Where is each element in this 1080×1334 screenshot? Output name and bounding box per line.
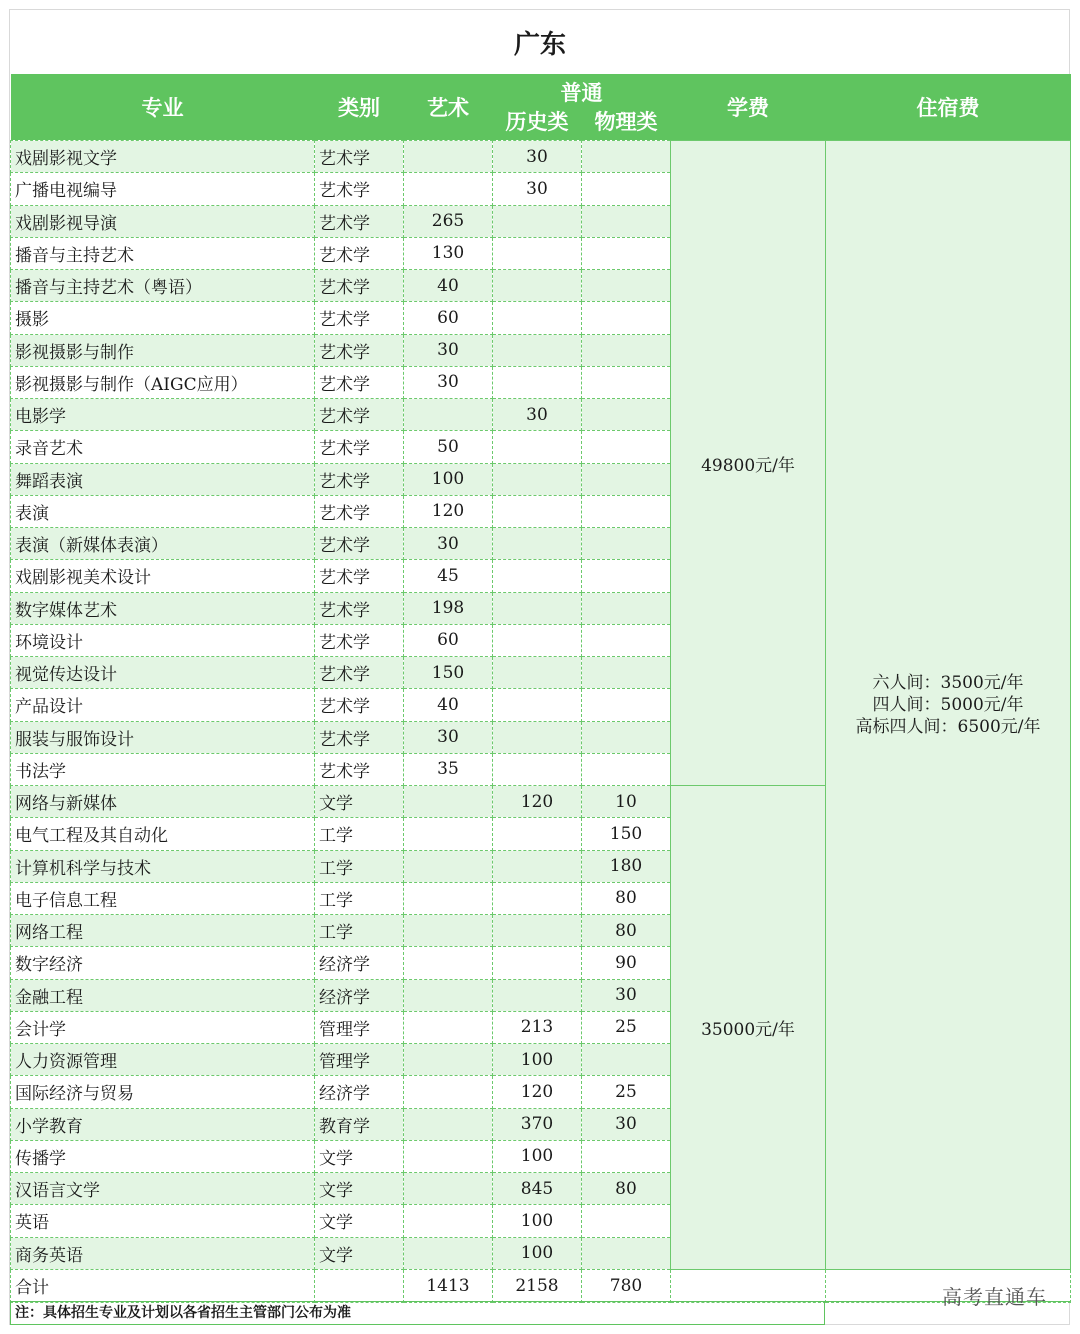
total-category bbox=[315, 1269, 404, 1302]
dorm-fee bbox=[826, 141, 1071, 1270]
row-physics bbox=[582, 753, 671, 785]
row-category: 工学 bbox=[315, 882, 404, 914]
row-major: 电气工程及其自动化 bbox=[11, 818, 315, 850]
row-major: 服装与服饰设计 bbox=[11, 721, 315, 753]
row-major: 汉语言文学 bbox=[11, 1173, 315, 1205]
row-physics bbox=[582, 528, 671, 560]
row-physics bbox=[582, 173, 671, 205]
row-history: 100 bbox=[493, 1237, 582, 1269]
row-history bbox=[493, 334, 582, 366]
row-physics: 30 bbox=[582, 1108, 671, 1140]
row-physics bbox=[582, 624, 671, 656]
row-category: 文学 bbox=[315, 1173, 404, 1205]
row-history bbox=[493, 237, 582, 269]
header-category: 类别 bbox=[315, 74, 404, 141]
row-category: 艺术学 bbox=[315, 399, 404, 431]
row-category: 艺术学 bbox=[315, 431, 404, 463]
row-physics: 80 bbox=[582, 1173, 671, 1205]
row-category: 工学 bbox=[315, 915, 404, 947]
row-history: 845 bbox=[493, 1173, 582, 1205]
row-art: 30 bbox=[404, 366, 493, 398]
row-art: 50 bbox=[404, 431, 493, 463]
row-category: 艺术学 bbox=[315, 657, 404, 689]
row-major: 播音与主持艺术 bbox=[11, 237, 315, 269]
row-art: 60 bbox=[404, 302, 493, 334]
row-history bbox=[493, 431, 582, 463]
row-art bbox=[404, 1237, 493, 1269]
row-art bbox=[404, 786, 493, 818]
row-major: 人力资源管理 bbox=[11, 1044, 315, 1076]
row-major: 小学教育 bbox=[11, 1108, 315, 1140]
row-major: 播音与主持艺术（粤语） bbox=[11, 270, 315, 302]
row-major: 戏剧影视美术设计 bbox=[11, 560, 315, 592]
row-major: 表演 bbox=[11, 495, 315, 527]
row-physics: 10 bbox=[582, 786, 671, 818]
row-history bbox=[493, 818, 582, 850]
row-art bbox=[404, 1173, 493, 1205]
row-physics bbox=[582, 1140, 671, 1172]
row-physics bbox=[582, 270, 671, 302]
total-label: 合计 bbox=[11, 1269, 315, 1302]
header-art: 艺术 bbox=[404, 74, 493, 141]
row-major: 电影学 bbox=[11, 399, 315, 431]
row-category: 管理学 bbox=[315, 1011, 404, 1043]
row-major: 商务英语 bbox=[11, 1237, 315, 1269]
row-history bbox=[493, 947, 582, 979]
row-art bbox=[404, 882, 493, 914]
row-physics bbox=[582, 205, 671, 237]
row-category: 艺术学 bbox=[315, 141, 404, 173]
row-history bbox=[493, 495, 582, 527]
row-history bbox=[493, 657, 582, 689]
row-physics bbox=[582, 334, 671, 366]
row-history bbox=[493, 205, 582, 237]
row-history: 100 bbox=[493, 1044, 582, 1076]
row-major: 表演（新媒体表演） bbox=[11, 528, 315, 560]
row-art: 198 bbox=[404, 592, 493, 624]
row-art bbox=[404, 173, 493, 205]
row-category: 工学 bbox=[315, 818, 404, 850]
row-category: 艺术学 bbox=[315, 495, 404, 527]
row-physics bbox=[582, 560, 671, 592]
row-art bbox=[404, 399, 493, 431]
row-art: 45 bbox=[404, 560, 493, 592]
row-physics bbox=[582, 463, 671, 495]
row-history bbox=[493, 270, 582, 302]
row-category: 管理学 bbox=[315, 1044, 404, 1076]
row-history bbox=[493, 753, 582, 785]
row-category: 艺术学 bbox=[315, 366, 404, 398]
row-physics bbox=[582, 689, 671, 721]
row-major: 摄影 bbox=[11, 302, 315, 334]
row-physics: 90 bbox=[582, 947, 671, 979]
row-art bbox=[404, 1011, 493, 1043]
row-category: 经济学 bbox=[315, 979, 404, 1011]
row-major: 数字经济 bbox=[11, 947, 315, 979]
row-history: 213 bbox=[493, 1011, 582, 1043]
row-major: 英语 bbox=[11, 1205, 315, 1237]
row-major: 数字媒体艺术 bbox=[11, 592, 315, 624]
row-art bbox=[404, 1140, 493, 1172]
tuition-art: 49800元/年 bbox=[671, 141, 826, 786]
header-general-group bbox=[493, 74, 671, 141]
admission-table bbox=[10, 74, 1071, 1303]
row-category: 艺术学 bbox=[315, 560, 404, 592]
row-history bbox=[493, 624, 582, 656]
row-category: 艺术学 bbox=[315, 528, 404, 560]
row-art: 100 bbox=[404, 463, 493, 495]
row-art bbox=[404, 1076, 493, 1108]
row-category: 文学 bbox=[315, 786, 404, 818]
row-category: 艺术学 bbox=[315, 270, 404, 302]
row-major: 环境设计 bbox=[11, 624, 315, 656]
row-physics bbox=[582, 302, 671, 334]
row-physics bbox=[582, 237, 671, 269]
row-physics: 80 bbox=[582, 882, 671, 914]
row-history: 370 bbox=[493, 1108, 582, 1140]
row-art: 150 bbox=[404, 657, 493, 689]
row-major: 会计学 bbox=[11, 1011, 315, 1043]
row-category: 艺术学 bbox=[315, 334, 404, 366]
dorm-fee-line: 高标四人间：6500元/年 bbox=[855, 716, 1041, 737]
row-major: 影视摄影与制作 bbox=[11, 334, 315, 366]
row-history bbox=[493, 560, 582, 592]
row-major: 影视摄影与制作（AIGC应用） bbox=[11, 366, 315, 398]
row-history bbox=[493, 592, 582, 624]
row-art bbox=[404, 1044, 493, 1076]
row-major: 计算机科学与技术 bbox=[11, 850, 315, 882]
row-history bbox=[493, 721, 582, 753]
row-physics bbox=[582, 657, 671, 689]
row-category: 艺术学 bbox=[315, 624, 404, 656]
row-physics bbox=[582, 592, 671, 624]
row-category: 艺术学 bbox=[315, 302, 404, 334]
row-major: 录音艺术 bbox=[11, 431, 315, 463]
row-art bbox=[404, 1108, 493, 1140]
row-major: 书法学 bbox=[11, 753, 315, 785]
header-physics: 物理类 bbox=[594, 110, 658, 134]
row-major: 国际经济与贸易 bbox=[11, 1076, 315, 1108]
total-tuition bbox=[671, 1269, 826, 1302]
row-art: 40 bbox=[404, 270, 493, 302]
row-history bbox=[493, 366, 582, 398]
row-history bbox=[493, 850, 582, 882]
row-major: 广播电视编导 bbox=[11, 173, 315, 205]
header-general: 普通 bbox=[560, 81, 603, 105]
row-category: 艺术学 bbox=[315, 753, 404, 785]
row-history bbox=[493, 915, 582, 947]
row-history bbox=[493, 979, 582, 1011]
row-history bbox=[493, 528, 582, 560]
row-history: 30 bbox=[493, 399, 582, 431]
row-history: 120 bbox=[493, 1076, 582, 1108]
row-category: 艺术学 bbox=[315, 592, 404, 624]
dorm-fee-line: 四人间：5000元/年 bbox=[872, 694, 1024, 715]
row-history: 100 bbox=[493, 1140, 582, 1172]
row-category: 工学 bbox=[315, 850, 404, 882]
row-physics: 25 bbox=[582, 1076, 671, 1108]
row-physics bbox=[582, 366, 671, 398]
row-major: 视觉传达设计 bbox=[11, 657, 315, 689]
row-art: 130 bbox=[404, 237, 493, 269]
dorm-fee-line: 六人间：3500元/年 bbox=[872, 672, 1024, 693]
row-physics: 30 bbox=[582, 979, 671, 1011]
row-history: 100 bbox=[493, 1205, 582, 1237]
row-art: 60 bbox=[404, 624, 493, 656]
row-major: 电子信息工程 bbox=[11, 882, 315, 914]
header-major: 专业 bbox=[11, 74, 315, 141]
row-category: 艺术学 bbox=[315, 721, 404, 753]
row-physics bbox=[582, 1044, 671, 1076]
row-art: 30 bbox=[404, 334, 493, 366]
table-row bbox=[11, 141, 1071, 173]
total-physics: 780 bbox=[582, 1269, 671, 1302]
row-major: 网络与新媒体 bbox=[11, 786, 315, 818]
row-physics bbox=[582, 1237, 671, 1269]
row-art bbox=[404, 1205, 493, 1237]
row-art bbox=[404, 915, 493, 947]
row-art bbox=[404, 141, 493, 173]
total-art: 1413 bbox=[404, 1269, 493, 1302]
row-physics: 25 bbox=[582, 1011, 671, 1043]
row-category: 文学 bbox=[315, 1140, 404, 1172]
row-category: 教育学 bbox=[315, 1108, 404, 1140]
row-category: 艺术学 bbox=[315, 205, 404, 237]
row-category: 文学 bbox=[315, 1205, 404, 1237]
row-physics bbox=[582, 141, 671, 173]
row-art bbox=[404, 818, 493, 850]
row-art: 40 bbox=[404, 689, 493, 721]
row-major: 传播学 bbox=[11, 1140, 315, 1172]
row-category: 艺术学 bbox=[315, 173, 404, 205]
footnote: 注：具体招生专业及计划以各省招生主管部门公布为准 bbox=[10, 1301, 825, 1325]
total-history: 2158 bbox=[493, 1269, 582, 1302]
row-physics bbox=[582, 721, 671, 753]
row-art bbox=[404, 850, 493, 882]
row-category: 艺术学 bbox=[315, 689, 404, 721]
row-history: 30 bbox=[493, 173, 582, 205]
row-art: 30 bbox=[404, 721, 493, 753]
row-category: 文学 bbox=[315, 1237, 404, 1269]
row-physics: 180 bbox=[582, 850, 671, 882]
row-category: 经济学 bbox=[315, 1076, 404, 1108]
row-physics: 150 bbox=[582, 818, 671, 850]
row-art: 265 bbox=[404, 205, 493, 237]
row-art bbox=[404, 979, 493, 1011]
row-physics bbox=[582, 431, 671, 463]
row-category: 经济学 bbox=[315, 947, 404, 979]
row-art: 30 bbox=[404, 528, 493, 560]
row-major: 产品设计 bbox=[11, 689, 315, 721]
header-row bbox=[11, 74, 1071, 141]
row-history bbox=[493, 882, 582, 914]
row-physics bbox=[582, 495, 671, 527]
row-history: 30 bbox=[493, 141, 582, 173]
header-history: 历史类 bbox=[505, 110, 569, 134]
page-title: 广东 bbox=[513, 29, 566, 60]
watermark-text: 高考直通车 bbox=[942, 1285, 1047, 1309]
row-physics bbox=[582, 1205, 671, 1237]
row-major: 舞蹈表演 bbox=[11, 463, 315, 495]
row-art: 120 bbox=[404, 495, 493, 527]
tuition-general: 35000元/年 bbox=[671, 786, 826, 1270]
row-history: 120 bbox=[493, 786, 582, 818]
row-history bbox=[493, 302, 582, 334]
row-physics: 80 bbox=[582, 915, 671, 947]
row-art: 35 bbox=[404, 753, 493, 785]
row-major: 金融工程 bbox=[11, 979, 315, 1011]
row-major: 网络工程 bbox=[11, 915, 315, 947]
row-major: 戏剧影视导演 bbox=[11, 205, 315, 237]
row-history bbox=[493, 463, 582, 495]
row-category: 艺术学 bbox=[315, 237, 404, 269]
total-row bbox=[11, 1269, 1071, 1302]
row-physics bbox=[582, 399, 671, 431]
row-major: 戏剧影视文学 bbox=[11, 141, 315, 173]
row-art bbox=[404, 947, 493, 979]
row-category: 艺术学 bbox=[315, 463, 404, 495]
header-tuition: 学费 bbox=[671, 74, 826, 141]
header-dorm: 住宿费 bbox=[826, 74, 1071, 141]
row-history bbox=[493, 689, 582, 721]
